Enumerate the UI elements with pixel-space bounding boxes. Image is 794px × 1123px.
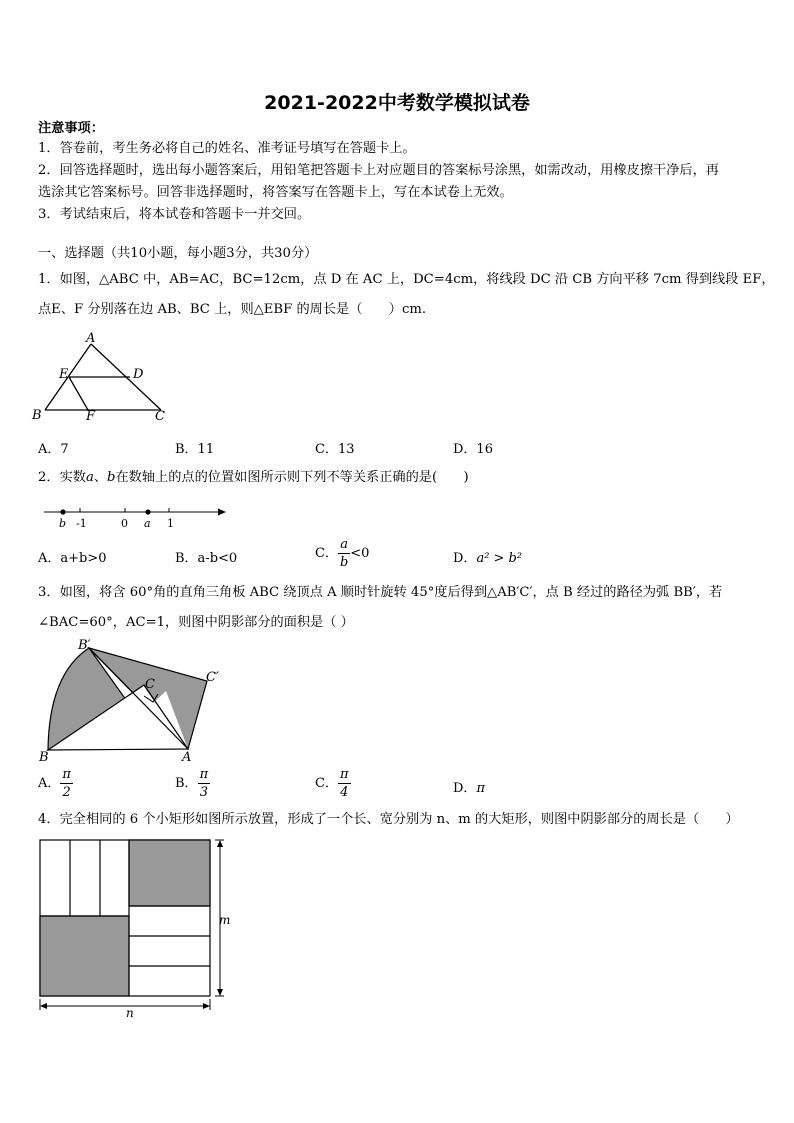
q2-tick-neg1: -1 [76,517,87,530]
q4-rectangles-figure [34,834,240,1024]
q3-stem-line2: ∠BAC=60°，AC=1，则图中阴影部分的面积是（ ） [38,615,354,630]
q3-rotation-figure [36,636,226,764]
q1-triangle-figure [30,330,180,422]
q3-stem-line1: 3．如图，将含 60°角的直角三角板 ABC 绕顶点 A 顺时针旋转 45°度后得到△AB′C′，点 B 经过的路径为弧 BB′，若 [38,585,723,600]
q1-stem-line2: 点E、F 分别落在边 AB、BC 上，则△EBF 的周长是（ ）cm. [38,302,427,317]
q2-tick-b: b [59,517,67,530]
q1-label-e: E [59,367,69,382]
q2-tick-0: 0 [121,517,128,530]
q1-option-b: B．11 [175,442,215,457]
q3-label-c-prime: C′ [206,670,219,685]
q3-label-a: A [182,750,192,764]
q2-number-line [40,500,240,530]
q1-label-d: D [133,367,144,382]
q2-tick-1: 1 [167,517,174,530]
fraction: $\frac{\pi}{2}$ [62,767,71,800]
q2-point-a [145,509,150,514]
section-heading: 一、选择题（共10小题，每小题3分，共30分） [38,246,318,261]
q2-point-b [60,509,65,514]
fraction: $\frac{\pi}{4}$ [339,767,349,800]
q2-tick-a: a [144,517,151,530]
q4-label-m: m [219,913,231,927]
page-title: 2021-2022中考数学模拟试卷 [264,92,530,114]
notes-item: 3．考试结束后，将本试卷和答题卡一并交回。 [38,207,311,222]
q1-option-d: D．16 [453,442,493,457]
q3-option-b: B． $\frac{\pi}{3}$ [175,767,209,800]
fraction: $\frac{\pi}{3}$ [199,767,209,800]
q1-label-a: A [86,331,96,346]
notes-item: 2．回答选择题时，选出每小题答案后，用铅笔把答题卡上对应题目的答案标号涂黑，如需改动，用橡皮擦干净后，再 [38,163,719,178]
q2-option-c: C． $\frac{a}{b}$ <0 [315,537,370,570]
q3-label-b-prime: B′ [78,638,91,653]
fraction: $\frac{a}{b}$ [339,537,349,570]
q2-stem: 2．实数a、b在数轴上的点的位置如图所示则下列不等关系正确的是( ) [38,470,469,485]
notes-item: 选涂其它答案标号。回答非选择题时，将答案写在答题卡上，写在本试卷上无效。 [38,185,513,200]
q3-label-c: C [145,677,155,692]
q2-option-a: A．a+b>0 [38,551,107,566]
q3-option-c: C． $\frac{\pi}{4}$ [315,767,349,800]
q1-option-c: C．13 [315,442,355,457]
q1-label-c: C [155,409,165,422]
notes-item: 1．答卷前，考生务必将自己的姓名、准考证号填写在答题卡上。 [38,141,416,156]
q4-stem: 4．完全相同的 6 个小矩形如图所示放置，形成了一个长、宽分别为 n、m 的大矩形，则图中阴影部分的周长是（ ） [38,812,739,827]
q1-label-b: B [32,408,42,422]
q2-option-d: D．a² > b² [453,551,523,566]
q3-option-a: A． $\frac{\pi}{2}$ [38,767,71,800]
q3-label-b: B [39,750,49,764]
q1-option-a: A．7 [38,442,69,457]
notes-heading: 注意事项： [38,121,104,136]
q1-stem-line1: 1．如图，△ABC 中，AB=AC，BC=12cm，点 D 在 AC 上，DC=4cm，将线段 DC 沿 CB 方向平移 7cm 得到线段 EF， [38,272,775,287]
q1-label-f: F [86,409,96,422]
q4-label-n: n [126,1006,134,1020]
q2-option-b: B．a-b<0 [175,551,238,566]
q3-option-d: D．π [453,781,485,796]
